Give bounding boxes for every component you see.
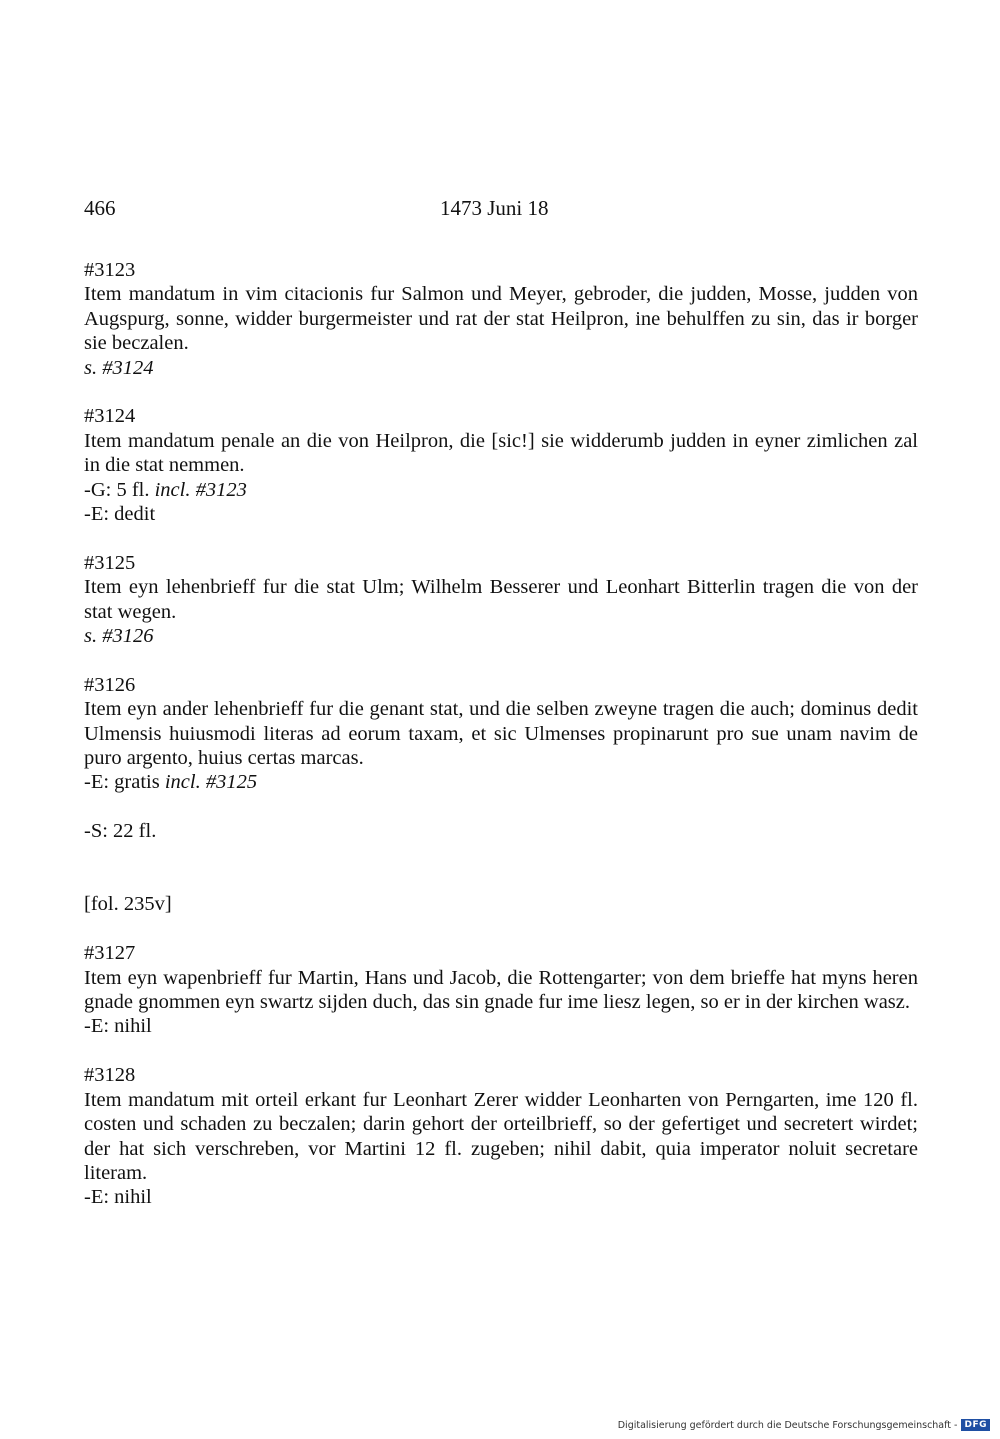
footer-text: Digitalisierung gefördert durch die Deutsche Forschungsgemeinschaft - xyxy=(617,1419,958,1431)
entry-3124 xyxy=(84,404,918,526)
entry-note: s. #3124 xyxy=(84,356,154,379)
entry-id: #3126 xyxy=(84,673,136,696)
entry-fee-e: -E: dedit xyxy=(84,503,156,526)
fee-reference: incl. #3125 xyxy=(164,771,258,794)
entry-text: Item eyn ander lehenbrieff fur die genant stat, und die selben zweyne tragen die auch; dominus dedit Ulmensis huiusmodi literas ad eorum taxam, et sic Ulmenses propinarunt pro sue unam navim de puro argento, huius certas marcas. xyxy=(84,698,918,770)
spacer xyxy=(84,868,918,892)
fee-prefix: -G: 5 fl. xyxy=(84,478,155,501)
entry-fee-e: -E: nihil xyxy=(84,1015,152,1038)
folio-text: [fol. 235v] xyxy=(84,893,172,916)
entry-id: #3124 xyxy=(84,405,136,428)
entry-3125 xyxy=(84,551,918,649)
digitization-footer xyxy=(618,1419,990,1431)
entry-id: #3125 xyxy=(84,551,136,574)
entry-id: #3127 xyxy=(84,942,136,965)
summary-fee-text: -S: 22 fl. xyxy=(84,820,157,843)
entry-3128 xyxy=(84,1063,918,1209)
entry-fee-g xyxy=(84,478,918,502)
summary-fee xyxy=(84,819,918,843)
entry-text: Item mandatum mit orteil erkant fur Leonhart Zerer widder Leonharten von Perngarten, ime 120 fl. costen und schaden zu beczalen; darin gehort der orteilbrieff, so der gefertiget und secretert wirdet; der hat sich verschreben, vor Martini 12 fl. zugeben; nihil dabit, quia imperator noluit secretare literam. xyxy=(84,1088,918,1184)
entry-text: Item mandatum in vim citacionis fur Salmon und Meyer, gebroder, die judden, Mosse, judden von Augspurg, sonne, widder burgermeister und rat der stat Heilpron, ine behulffen zu sin, das ir borger sie beczalen. xyxy=(84,283,918,355)
entry-id: #3128 xyxy=(84,1064,136,1087)
document-body xyxy=(84,258,918,1234)
entry-fee-e: -E: nihil xyxy=(84,1186,152,1209)
entry-fee-e xyxy=(84,770,918,794)
fee-reference: incl. #3123 xyxy=(154,478,247,501)
entry-text: Item eyn lehenbrieff fur die stat Ulm; Wilhelm Besserer und Leonhart Bitterlin tragen die von der stat wegen. xyxy=(84,576,918,623)
entry-3126 xyxy=(84,673,918,795)
dfg-logo: DFG xyxy=(961,1419,990,1431)
entry-text: Item eyn wapenbrieff fur Martin, Hans und Jacob, die Rottengarter; von dem brieffe hat myns heren gnade gnommen eyn swartz sijden duch, das sin gnade fur ime liesz legen, so er in der kirchen wasz. xyxy=(84,966,918,1014)
entry-text: Item mandatum penale an die von Heilpron, die [sic!] sie widderumb judden in eyner zimlichen zal in die stat nemmen. xyxy=(84,429,918,477)
fee-prefix: -E: gratis xyxy=(84,771,165,794)
entry-3127 xyxy=(84,941,918,1039)
page-header xyxy=(84,196,920,224)
entry-id: #3123 xyxy=(84,259,136,281)
entry-3123 xyxy=(84,258,918,380)
entry-note: s. #3126 xyxy=(84,625,154,648)
page-date: 1473 Juni 18 xyxy=(440,196,549,220)
folio-marker xyxy=(84,892,918,916)
page-number: 466 xyxy=(84,196,116,220)
